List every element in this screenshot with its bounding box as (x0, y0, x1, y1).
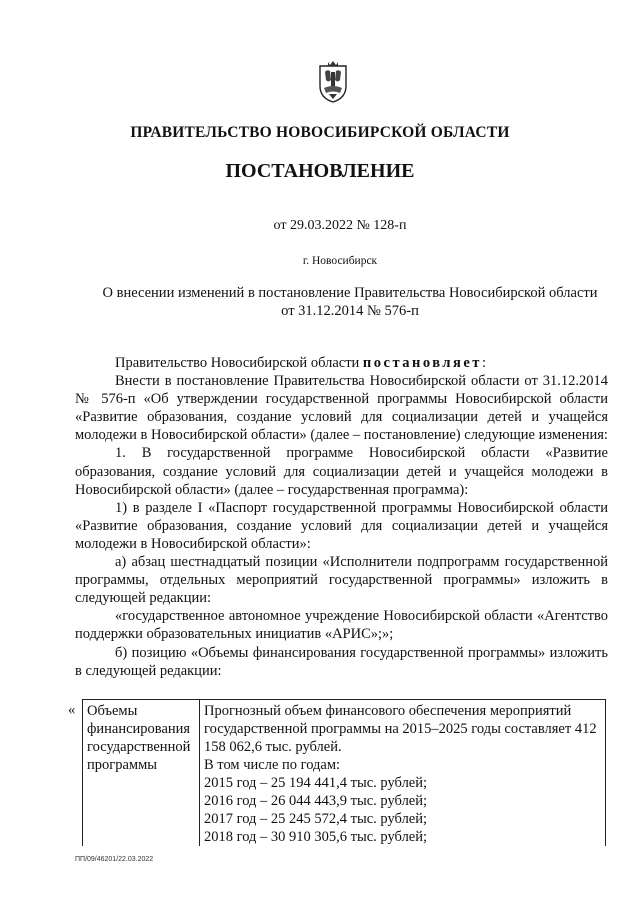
paragraph-2: 1. В государственной программе Новосибирской области «Развитие образования, создание условий для социализации детей и учащейся молодежи в Новосибирской области» (далее – государственная программа): (75, 445, 608, 498)
table-line: Прогнозный объем финансового обеспечения мероприятий государственной программы на 2015–2025 годы составляет 412 158 062,6 тыс. рублей. (204, 703, 597, 755)
paragraph-6: б) позицию «Объемы финансирования государственной программы» изложить в следующей редакции: (75, 644, 608, 679)
document-date-number: от 29.03.2022 № 128-п (273, 218, 407, 233)
document-body (75, 354, 608, 680)
intro-prefix: Правительство Новосибирской области (115, 355, 363, 371)
document-footer-code: ПП/09/46201/22.03.2022 (75, 856, 154, 863)
financing-table (82, 699, 606, 846)
table-line: В том числе по годам: (204, 757, 341, 773)
paragraph-3: 1) в разделе I «Паспорт государственной программы Новосибирской области «Развитие образования, создание условий для социализации детей и учащейся молодежи в Новосибирской области»: (75, 499, 608, 552)
subject-line-1: О внесении изменений в постановление Правительства Новосибирской области (102, 285, 598, 301)
document-city: г. Новосибирск (302, 255, 378, 267)
paragraph-4: а) абзац шестнадцатый позиции «Исполнители подпрограмм государственной программы, отдельных мероприятий государственной программы» изложить в следующей редакции: (75, 554, 608, 607)
table-line: 2018 год – 30 910 305,6 тыс. рублей; (204, 829, 428, 845)
document-type-title: ПОСТАНОВЛЕНИЕ (225, 160, 415, 182)
intro-suffix: : (481, 355, 486, 371)
table-line: 2016 год – 26 044 443,9 тыс. рублей; (204, 793, 428, 809)
document-subject (60, 284, 640, 320)
intro-verb: постановляет (362, 355, 482, 371)
intro-paragraph (75, 354, 608, 372)
table-label-cell: Объемы финансирования государственной программы (83, 700, 200, 847)
paragraph-1: Внести в постановление Правительства Новосибирской области от 31.12.2014 № 576-п «Об утверждении государственной программы Новосибирской области «Развитие образования, создание условий для социализации детей и учащейся молодежи в Новосибирской области» (далее – постановление) следующие изменения: (75, 373, 608, 444)
organization-title: ПРАВИТЕЛЬСТВО НОВОСИБИРСКОЙ ОБЛАСТИ (130, 124, 510, 141)
table-row (83, 700, 606, 847)
coat-of-arms-icon (316, 60, 350, 104)
subject-line-2: от 31.12.2014 № 576-п (281, 303, 419, 319)
table-value-cell (200, 700, 606, 847)
table-opening-quote: « (68, 702, 76, 718)
table-line: 2015 год – 25 194 441,4 тыс. рублей; (204, 775, 428, 791)
paragraph-5: «государственное автономное учреждение Новосибирской области «Агентство поддержки образовательных инициатив «АРИС»;»; (75, 608, 608, 643)
table-line: 2017 год – 25 245 572,4 тыс. рублей; (204, 811, 428, 827)
